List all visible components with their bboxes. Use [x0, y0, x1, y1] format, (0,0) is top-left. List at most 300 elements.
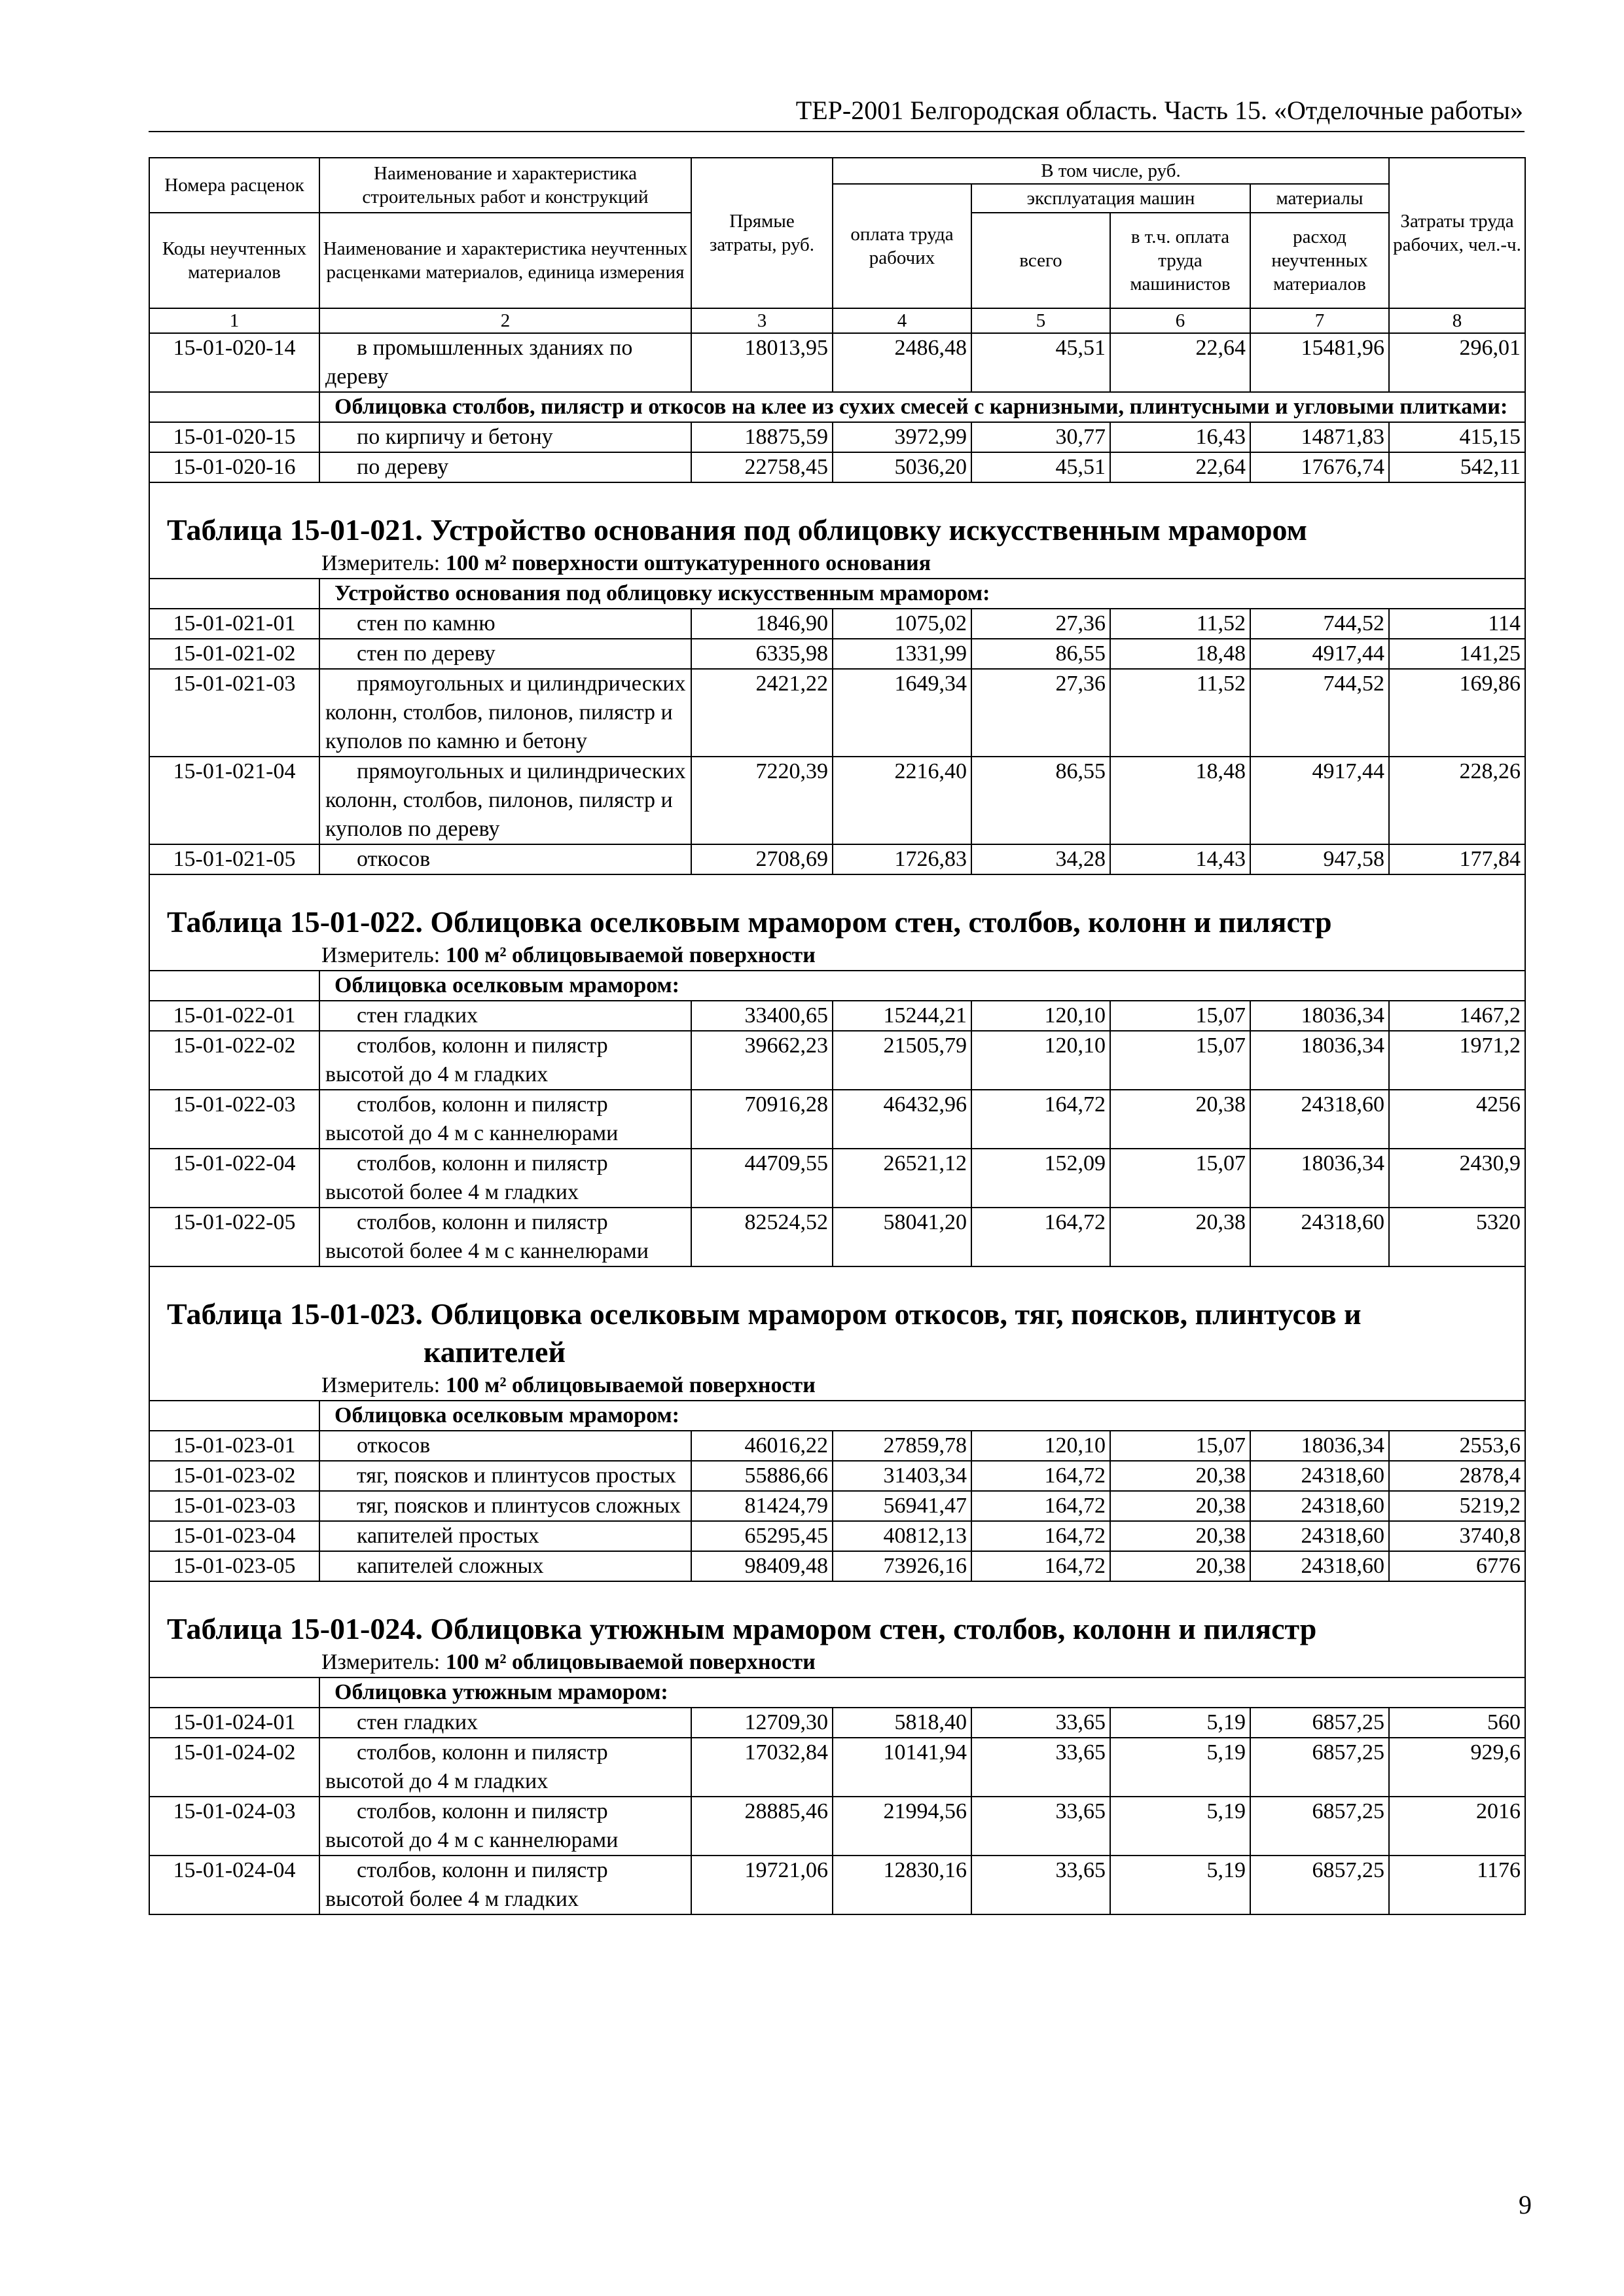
machinists-pay: 11,52	[1110, 669, 1250, 757]
group-title: Устройство основания под облицовку искусственным мрамором:	[319, 579, 1525, 609]
rate-code: 15-01-022-01	[149, 1001, 319, 1031]
section-title: Таблица 15-01-021. Устройство основания под облицовку искусственным мрамором	[167, 513, 1308, 547]
rate-name: столбов, колонн и пилястр высотой до 4 м с каннелюрами	[325, 1092, 619, 1145]
section-title-cell	[149, 903, 1525, 941]
table-row	[149, 669, 1525, 757]
section-gap	[149, 1581, 1525, 1610]
direct-cost: 2708,69	[691, 844, 833, 874]
col-number: 2	[319, 308, 691, 333]
rate-code: 15-01-021-02	[149, 639, 319, 669]
labor-pay: 21505,79	[833, 1031, 971, 1090]
group-title: Облицовка оселковым мрамором:	[319, 971, 1525, 1001]
rate-code: 15-01-024-03	[149, 1797, 319, 1856]
labor-hours: 1467,2	[1389, 1001, 1525, 1031]
rate-code: 15-01-023-02	[149, 1461, 319, 1491]
labor-hours: 415,15	[1389, 422, 1525, 452]
direct-cost: 70916,28	[691, 1090, 833, 1149]
machinists-pay: 18,48	[1110, 757, 1250, 844]
labor-pay: 5818,40	[833, 1708, 971, 1738]
machines-total: 164,72	[971, 1521, 1110, 1551]
machines-total: 164,72	[971, 1491, 1110, 1521]
rate-name: по дереву	[357, 455, 449, 479]
group-code-cell	[149, 579, 319, 609]
labor-pay: 31403,34	[833, 1461, 971, 1491]
table-row	[149, 1797, 1525, 1856]
table-row	[149, 844, 1525, 874]
rate-name-cell	[319, 1521, 691, 1551]
rate-code: 15-01-023-01	[149, 1431, 319, 1461]
labor-hours: 5320	[1389, 1208, 1525, 1266]
rate-code: 15-01-021-04	[149, 757, 319, 844]
section-gap	[149, 482, 1525, 511]
rate-name: капителей простых	[357, 1524, 539, 1548]
rate-name: стен гладких	[357, 1003, 478, 1028]
direct-cost: 1846,90	[691, 609, 833, 639]
labor-pay: 12830,16	[833, 1856, 971, 1914]
materials-cost: 14871,83	[1250, 422, 1389, 452]
section-title: Таблица 15-01-023. Облицовка оселковым мрамором откосов, тяг, поясков, плинтусов и	[167, 1297, 1362, 1331]
machines-total: 120,10	[971, 1001, 1110, 1031]
rate-name-cell	[319, 609, 691, 639]
rate-name: капителей сложных	[357, 1554, 544, 1578]
labor-pay: 2486,48	[833, 333, 971, 392]
table-row	[149, 1431, 1525, 1461]
materials-cost: 6857,25	[1250, 1797, 1389, 1856]
col-code-top: Номера расценок	[149, 158, 319, 213]
measure-value: 100 м² облицовываемой поверхности	[445, 1650, 816, 1674]
col-number: 3	[691, 308, 833, 333]
col-number: 6	[1110, 308, 1250, 333]
col-number: 4	[833, 308, 971, 333]
rate-name-cell	[319, 1738, 691, 1797]
table-row	[149, 1031, 1525, 1090]
rate-name: стен по дереву	[357, 641, 496, 666]
table-row	[149, 452, 1525, 482]
table-row	[149, 1521, 1525, 1551]
rate-name-cell	[319, 1491, 691, 1521]
labor-hours: 296,01	[1389, 333, 1525, 392]
col-machines-total: всего	[971, 213, 1110, 308]
rate-name: столбов, колонн и пилястр высотой до 4 м с каннелюрами	[325, 1799, 619, 1852]
rate-name-cell	[319, 1551, 691, 1581]
section-title-cell	[149, 1610, 1525, 1648]
machinists-pay: 11,52	[1110, 609, 1250, 639]
rate-name: откосов	[357, 1433, 431, 1458]
labor-hours: 929,6	[1389, 1738, 1525, 1797]
col-machinists: в т.ч. оплата труда машинистов	[1110, 213, 1250, 308]
machines-total: 120,10	[971, 1031, 1110, 1090]
machinists-pay: 5,19	[1110, 1856, 1250, 1914]
direct-cost: 44709,55	[691, 1149, 833, 1208]
labor-hours: 2553,6	[1389, 1431, 1525, 1461]
machines-total: 33,65	[971, 1856, 1110, 1914]
measure-row	[149, 941, 1525, 971]
col-number: 8	[1389, 308, 1525, 333]
direct-cost: 18875,59	[691, 422, 833, 452]
col-name-bottom: Наименование и характеристика неучтенных расценками материалов, единица измерения	[319, 213, 691, 308]
rate-name-cell	[319, 669, 691, 757]
machines-total: 86,55	[971, 757, 1110, 844]
labor-pay: 1726,83	[833, 844, 971, 874]
rate-name-cell	[319, 1461, 691, 1491]
section-title-row	[149, 1610, 1525, 1648]
machinists-pay: 5,19	[1110, 1738, 1250, 1797]
labor-hours: 3740,8	[1389, 1521, 1525, 1551]
rate-code: 15-01-020-14	[149, 333, 319, 392]
table-row	[149, 422, 1525, 452]
measure-cell	[149, 1371, 1525, 1401]
machinists-pay: 15,07	[1110, 1431, 1250, 1461]
col-materials-unaccounted: расход неучтенных материалов	[1250, 213, 1389, 308]
rate-name: по кирпичу и бетону	[357, 425, 553, 449]
materials-cost: 18036,34	[1250, 1431, 1389, 1461]
machinists-pay: 15,07	[1110, 1149, 1250, 1208]
direct-cost: 82524,52	[691, 1208, 833, 1266]
direct-cost: 19721,06	[691, 1856, 833, 1914]
section-title: Таблица 15-01-022. Облицовка оселковым мрамором стен, столбов, колонн и пилястр	[167, 905, 1332, 939]
machines-total: 164,72	[971, 1090, 1110, 1149]
direct-cost: 65295,45	[691, 1521, 833, 1551]
direct-cost: 17032,84	[691, 1738, 833, 1797]
materials-cost: 24318,60	[1250, 1521, 1389, 1551]
labor-hours: 2878,4	[1389, 1461, 1525, 1491]
labor-pay: 5036,20	[833, 452, 971, 482]
labor-pay: 40812,13	[833, 1521, 971, 1551]
section-gap	[149, 874, 1525, 903]
labor-pay: 46432,96	[833, 1090, 971, 1149]
machinists-pay: 5,19	[1110, 1708, 1250, 1738]
measure-cell	[149, 549, 1525, 579]
group-code-cell	[149, 1401, 319, 1431]
page-number: 9	[1519, 2190, 1532, 2219]
measure-text	[154, 1648, 1521, 1677]
labor-hours: 5219,2	[1389, 1491, 1525, 1521]
col-name-top: Наименование и характеристика строительных работ и конструкций	[319, 158, 691, 213]
labor-hours: 4256	[1389, 1090, 1525, 1149]
labor-pay: 27859,78	[833, 1431, 971, 1461]
group-title: Облицовка оселковым мрамором:	[319, 1401, 1525, 1431]
machines-total: 45,51	[971, 333, 1110, 392]
rate-name-cell	[319, 1708, 691, 1738]
gap-cell	[149, 482, 1525, 511]
rate-name-cell	[319, 844, 691, 874]
col-number: 7	[1250, 308, 1389, 333]
materials-cost: 15481,96	[1250, 333, 1389, 392]
table-row	[149, 1090, 1525, 1149]
machinists-pay: 20,38	[1110, 1521, 1250, 1551]
materials-cost: 17676,74	[1250, 452, 1389, 482]
materials-cost: 18036,34	[1250, 1001, 1389, 1031]
rate-code: 15-01-024-02	[149, 1738, 319, 1797]
rate-name-cell	[319, 1090, 691, 1149]
machines-total: 86,55	[971, 639, 1110, 669]
table-row	[149, 757, 1525, 844]
group-header-row	[149, 971, 1525, 1001]
machines-total: 120,10	[971, 1431, 1110, 1461]
machines-total: 33,65	[971, 1738, 1110, 1797]
machinists-pay: 20,38	[1110, 1551, 1250, 1581]
materials-cost: 24318,60	[1250, 1090, 1389, 1149]
group-header-row	[149, 392, 1525, 422]
direct-cost: 12709,30	[691, 1708, 833, 1738]
col-number: 1	[149, 308, 319, 333]
labor-pay: 21994,56	[833, 1797, 971, 1856]
labor-pay: 73926,16	[833, 1551, 971, 1581]
col-labor-pay: оплата труда рабочих	[833, 184, 971, 308]
table-row	[149, 609, 1525, 639]
rate-name: столбов, колонн и пилястр высотой более 4 м с каннелюрами	[325, 1210, 649, 1263]
labor-pay: 26521,12	[833, 1149, 971, 1208]
labor-hours: 542,11	[1389, 452, 1525, 482]
labor-pay: 1075,02	[833, 609, 971, 639]
materials-cost: 6857,25	[1250, 1708, 1389, 1738]
labor-pay: 56941,47	[833, 1491, 971, 1521]
materials-cost: 6857,25	[1250, 1738, 1389, 1797]
direct-cost: 22758,45	[691, 452, 833, 482]
group-header-row	[149, 1677, 1525, 1708]
rate-name-cell	[319, 422, 691, 452]
materials-cost: 947,58	[1250, 844, 1389, 874]
machinists-pay: 20,38	[1110, 1090, 1250, 1149]
col-labor-cost: Затраты труда рабочих, чел.-ч.	[1389, 158, 1525, 308]
machinists-pay: 18,48	[1110, 639, 1250, 669]
direct-cost: 28885,46	[691, 1797, 833, 1856]
labor-hours: 6776	[1389, 1551, 1525, 1581]
labor-pay: 15244,21	[833, 1001, 971, 1031]
rate-code: 15-01-022-03	[149, 1090, 319, 1149]
measure-label: Измеритель:	[321, 551, 446, 575]
materials-cost: 744,52	[1250, 609, 1389, 639]
rate-name-cell	[319, 1856, 691, 1914]
section-title: Таблица 15-01-024. Облицовка утюжным мрамором стен, столбов, колонн и пилястр	[167, 1612, 1317, 1645]
measure-text	[154, 941, 1521, 970]
group-header-row	[149, 1401, 1525, 1431]
direct-cost: 2421,22	[691, 669, 833, 757]
measure-value: 100 м² облицовываемой поверхности	[445, 943, 816, 967]
group-code-cell	[149, 392, 319, 422]
machinists-pay: 15,07	[1110, 1001, 1250, 1031]
table-row	[149, 1491, 1525, 1521]
rate-code: 15-01-020-16	[149, 452, 319, 482]
rates-table	[149, 157, 1526, 1915]
measure-cell	[149, 1648, 1525, 1677]
machines-total: 27,36	[971, 609, 1110, 639]
rate-name: прямоугольных и цилиндрических колонн, столбов, пилонов, пилястр и куполов по дереву	[325, 759, 686, 841]
rate-name: стен гладких	[357, 1710, 478, 1734]
labor-hours: 177,84	[1389, 844, 1525, 874]
measure-label: Измеритель:	[321, 1373, 446, 1397]
section-title-row	[149, 511, 1525, 549]
measure-text	[154, 1371, 1521, 1400]
materials-cost: 744,52	[1250, 669, 1389, 757]
labor-hours: 2430,9	[1389, 1149, 1525, 1208]
gap-cell	[149, 874, 1525, 903]
rate-name: откосов	[357, 847, 431, 871]
measure-label: Измеритель:	[321, 943, 446, 967]
rate-code: 15-01-023-04	[149, 1521, 319, 1551]
section-title-cell	[149, 1295, 1525, 1371]
table-row	[149, 1001, 1525, 1031]
table-row	[149, 1149, 1525, 1208]
gap-cell	[149, 1266, 1525, 1295]
rate-name: стен по камню	[357, 611, 496, 636]
machines-total: 33,65	[971, 1708, 1110, 1738]
machines-total: 164,72	[971, 1551, 1110, 1581]
section-title-continued: капителей	[424, 1335, 566, 1369]
machinists-pay: 5,19	[1110, 1797, 1250, 1856]
machines-total: 27,36	[971, 669, 1110, 757]
materials-cost: 18036,34	[1250, 1149, 1389, 1208]
header-rule	[149, 131, 1525, 132]
direct-cost: 55886,66	[691, 1461, 833, 1491]
rate-name-cell	[319, 1208, 691, 1266]
rate-name-cell	[319, 1031, 691, 1090]
table-row	[149, 1856, 1525, 1914]
rate-code: 15-01-021-05	[149, 844, 319, 874]
machinists-pay: 14,43	[1110, 844, 1250, 874]
table-row	[149, 1551, 1525, 1581]
rate-name: в промышленных зданиях по дереву	[325, 336, 633, 389]
group-code-cell	[149, 1677, 319, 1708]
table-body	[149, 333, 1525, 1914]
direct-cost: 81424,79	[691, 1491, 833, 1521]
rate-code: 15-01-024-04	[149, 1856, 319, 1914]
page-header: ТЕР-2001 Белгородская область. Часть 15. «Отделочные работы»	[795, 96, 1523, 125]
labor-pay: 2216,40	[833, 757, 971, 844]
labor-hours: 169,86	[1389, 669, 1525, 757]
rate-name-cell	[319, 1431, 691, 1461]
rate-name: тяг, поясков и плинтусов простых	[357, 1463, 676, 1488]
rate-name-cell	[319, 1001, 691, 1031]
labor-pay: 3972,99	[833, 422, 971, 452]
labor-hours: 560	[1389, 1708, 1525, 1738]
rate-name-cell	[319, 333, 691, 392]
materials-cost: 24318,60	[1250, 1461, 1389, 1491]
col-number: 5	[971, 308, 1110, 333]
machinists-pay: 20,38	[1110, 1491, 1250, 1521]
rate-code: 15-01-022-04	[149, 1149, 319, 1208]
rate-code: 15-01-021-03	[149, 669, 319, 757]
group-header-row	[149, 579, 1525, 609]
col-materials: материалы	[1250, 184, 1389, 213]
table-header	[149, 158, 1525, 333]
materials-cost: 18036,34	[1250, 1031, 1389, 1090]
measure-cell	[149, 941, 1525, 971]
machines-total: 30,77	[971, 422, 1110, 452]
direct-cost: 46016,22	[691, 1431, 833, 1461]
materials-cost: 6857,25	[1250, 1856, 1389, 1914]
measure-value: 100 м² облицовываемой поверхности	[445, 1373, 816, 1397]
rate-name: столбов, колонн и пилястр высотой до 4 м гладких	[325, 1740, 608, 1793]
machinists-pay: 15,07	[1110, 1031, 1250, 1090]
rate-code: 15-01-024-01	[149, 1708, 319, 1738]
table-row	[149, 1708, 1525, 1738]
labor-hours: 1971,2	[1389, 1031, 1525, 1090]
table-row	[149, 639, 1525, 669]
col-incl: В том числе, руб.	[833, 158, 1389, 184]
machines-total: 164,72	[971, 1461, 1110, 1491]
machinists-pay: 20,38	[1110, 1208, 1250, 1266]
rate-name-cell	[319, 757, 691, 844]
labor-hours: 2016	[1389, 1797, 1525, 1856]
measure-value: 100 м² поверхности оштукатуренного основания	[445, 551, 931, 575]
materials-cost: 4917,44	[1250, 757, 1389, 844]
table-row	[149, 1208, 1525, 1266]
measure-label: Измеритель:	[321, 1650, 446, 1674]
rate-name: прямоугольных и цилиндрических колонн, столбов, пилонов, пилястр и куполов по камню и бетону	[325, 672, 686, 753]
rate-code: 15-01-022-05	[149, 1208, 319, 1266]
labor-pay: 10141,94	[833, 1738, 971, 1797]
col-machines: эксплуатация машин	[971, 184, 1250, 213]
rate-name: столбов, колонн и пилястр высотой до 4 м гладких	[325, 1033, 608, 1086]
gap-cell	[149, 1581, 1525, 1610]
materials-cost: 24318,60	[1250, 1491, 1389, 1521]
labor-hours: 228,26	[1389, 757, 1525, 844]
machines-total: 164,72	[971, 1208, 1110, 1266]
machinists-pay: 22,64	[1110, 333, 1250, 392]
rate-name-cell	[319, 452, 691, 482]
rate-name-cell	[319, 1149, 691, 1208]
labor-pay: 58041,20	[833, 1208, 971, 1266]
group-title: Облицовка утюжным мрамором:	[319, 1677, 1525, 1708]
table-row	[149, 1461, 1525, 1491]
table-row	[149, 1738, 1525, 1797]
labor-pay: 1331,99	[833, 639, 971, 669]
rate-code: 15-01-023-03	[149, 1491, 319, 1521]
rate-code: 15-01-020-15	[149, 422, 319, 452]
machines-total: 34,28	[971, 844, 1110, 874]
rate-code: 15-01-021-01	[149, 609, 319, 639]
machinists-pay: 22,64	[1110, 452, 1250, 482]
col-code-bottom: Коды неучтенных материалов	[149, 213, 319, 308]
materials-cost: 4917,44	[1250, 639, 1389, 669]
labor-hours: 114	[1389, 609, 1525, 639]
section-title-row	[149, 1295, 1525, 1371]
measure-text	[154, 549, 1521, 578]
materials-cost: 24318,60	[1250, 1551, 1389, 1581]
machinists-pay: 16,43	[1110, 422, 1250, 452]
labor-hours: 141,25	[1389, 639, 1525, 669]
rate-code: 15-01-022-02	[149, 1031, 319, 1090]
machines-total: 33,65	[971, 1797, 1110, 1856]
rate-name: столбов, колонн и пилястр высотой более 4 м гладких	[325, 1858, 608, 1911]
direct-cost: 7220,39	[691, 757, 833, 844]
direct-cost: 33400,65	[691, 1001, 833, 1031]
section-title-cell	[149, 511, 1525, 549]
rate-name: столбов, колонн и пилястр высотой более 4 м гладких	[325, 1151, 608, 1204]
machines-total: 45,51	[971, 452, 1110, 482]
rate-name-cell	[319, 639, 691, 669]
col-direct: Прямые затраты, руб.	[691, 158, 833, 308]
machines-total: 152,09	[971, 1149, 1110, 1208]
measure-row	[149, 1371, 1525, 1401]
measure-row	[149, 549, 1525, 579]
group-title: Облицовка столбов, пилястр и откосов на клее из сухих смесей с карнизными, плинтусными и угловыми плитками:	[319, 392, 1525, 422]
materials-cost: 24318,60	[1250, 1208, 1389, 1266]
section-gap	[149, 1266, 1525, 1295]
labor-pay: 1649,34	[833, 669, 971, 757]
direct-cost: 98409,48	[691, 1551, 833, 1581]
measure-row	[149, 1648, 1525, 1677]
rate-name-cell	[319, 1797, 691, 1856]
direct-cost: 6335,98	[691, 639, 833, 669]
direct-cost: 18013,95	[691, 333, 833, 392]
machinists-pay: 20,38	[1110, 1461, 1250, 1491]
direct-cost: 39662,23	[691, 1031, 833, 1090]
table-row	[149, 333, 1525, 392]
labor-hours: 1176	[1389, 1856, 1525, 1914]
group-code-cell	[149, 971, 319, 1001]
